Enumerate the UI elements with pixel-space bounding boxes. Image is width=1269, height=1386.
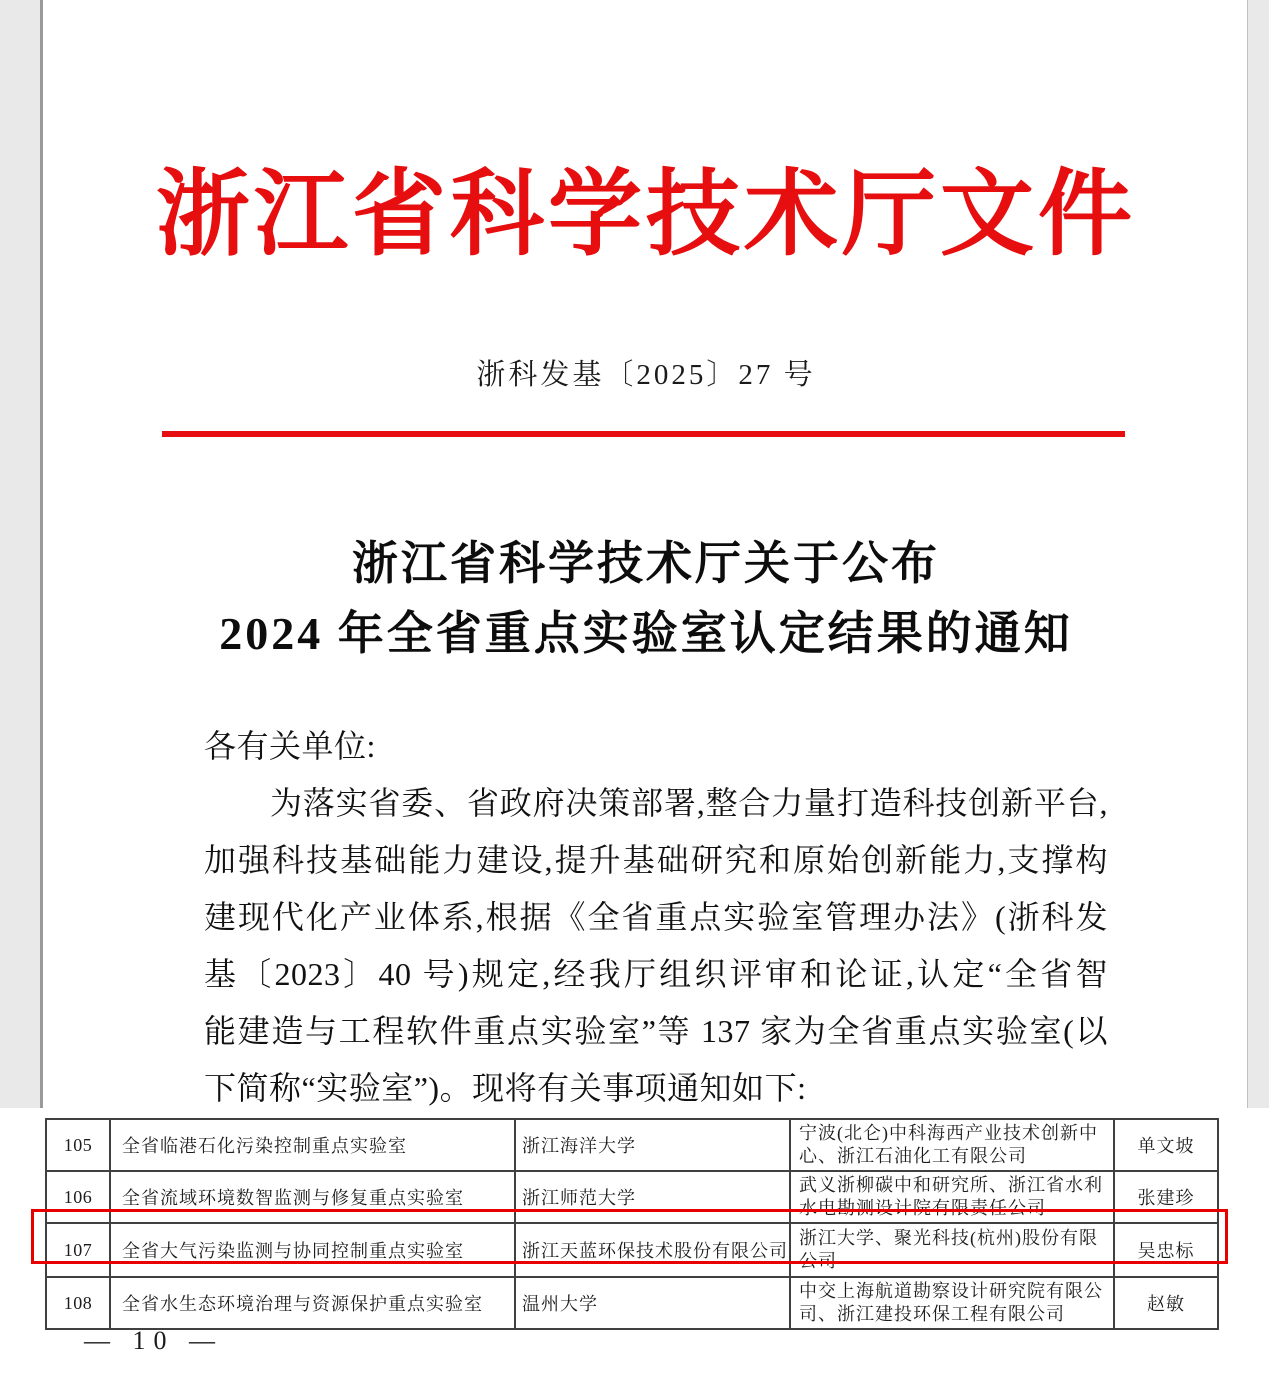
body-line: 建现代化产业体系,根据《全省重点实验室管理办法》(浙科发 <box>204 899 1108 935</box>
partner-units: 宁波(北仑)中科海西产业技术创新中心、浙江石油化工有限公司 <box>790 1119 1114 1171</box>
body-line: 下简称“实验室”)。现将有关事项通知如下: <box>204 1070 807 1106</box>
red-divider-rule <box>162 431 1125 437</box>
partner-units: 浙江大学、聚光科技(杭州)股份有限公司 <box>790 1223 1114 1277</box>
lab-name: 全省临港石化污染控制重点实验室 <box>110 1119 515 1171</box>
salutation: 各有关单位: <box>204 728 376 764</box>
document-body <box>204 718 1108 1117</box>
body-line: 为落实省委、省政府决策部署,整合力量打造科技创新平台, <box>270 785 1108 821</box>
row-number: 108 <box>46 1277 110 1329</box>
agency-header-title: 浙江省科学技术厅文件 <box>155 163 1136 267</box>
director-name: 单文坡 <box>1114 1119 1218 1171</box>
notice-title-line2: 2024 年全省重点实验室认定结果的通知 <box>219 608 1073 659</box>
lab-name: 全省大气污染监测与协同控制重点实验室 <box>110 1223 515 1277</box>
table-row-108 <box>46 1277 1218 1329</box>
director-name: 吴忠标 <box>1114 1223 1218 1277</box>
document-number: 浙科发基〔2025〕27 号 <box>476 359 816 391</box>
director-name: 张建珍 <box>1114 1171 1218 1223</box>
body-line: 能建造与工程软件重点实验室”等 137 家为全省重点实验室(以 <box>204 1013 1108 1049</box>
partner-units: 武义浙柳碳中和研究所、浙江省水利水电勘测设计院有限责任公司 <box>790 1171 1114 1223</box>
host-unit: 温州大学 <box>515 1277 790 1329</box>
row-number: 105 <box>46 1119 110 1171</box>
table-row-105 <box>46 1119 1218 1171</box>
partner-units: 中交上海航道勘察设计研究院有限公司、浙江建投环保工程有限公司 <box>790 1277 1114 1329</box>
lab-name: 全省流域环境数智监测与修复重点实验室 <box>110 1171 515 1223</box>
page-number: — 10 — <box>84 1326 223 1355</box>
host-unit: 浙江师范大学 <box>515 1171 790 1223</box>
director-name: 赵敏 <box>1114 1277 1218 1329</box>
row-number: 106 <box>46 1171 110 1223</box>
row-number: 107 <box>46 1223 110 1277</box>
body-line: 加强科技基础能力建设,提升基础研究和原始创新能力,支撑构 <box>204 842 1108 878</box>
viewer-left-margin <box>0 0 43 1108</box>
lab-name: 全省水生态环境治理与资源保护重点实验室 <box>110 1277 515 1329</box>
host-unit: 浙江天蓝环保技术股份有限公司 <box>515 1223 790 1277</box>
body-line: 基〔2023〕40 号)规定,经我厅组织评审和论证,认定“全省智 <box>204 956 1108 992</box>
host-unit: 浙江海洋大学 <box>515 1119 790 1171</box>
red-highlight-box-row-107 <box>31 1209 1228 1264</box>
notice-title-line1: 浙江省科学技术厅关于公布 <box>352 538 940 589</box>
viewer-right-margin <box>1247 0 1269 1108</box>
